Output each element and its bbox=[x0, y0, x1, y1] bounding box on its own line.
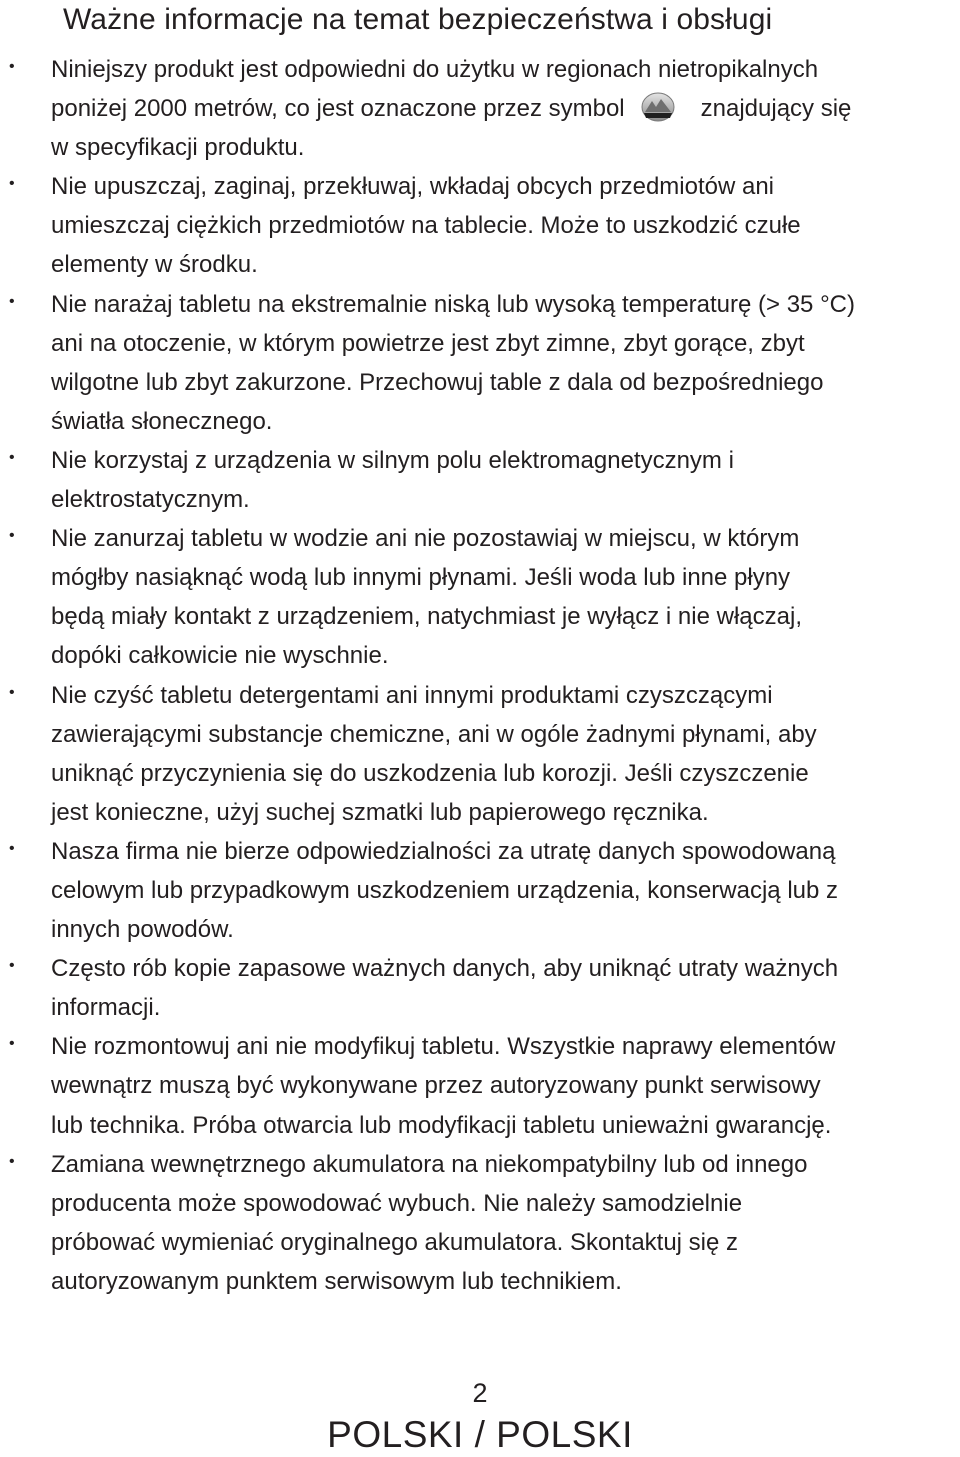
text-line: jest konieczne, użyj suchej szmatki lub papierowego ręcznika. bbox=[51, 798, 709, 826]
text-line: autoryzowanym punktem serwisowym lub technikiem. bbox=[51, 1267, 622, 1295]
text-line: Zamiana wewnętrznego akumulatora na niekompatybilny lub od innego bbox=[51, 1150, 808, 1178]
text-line: innych powodów. bbox=[51, 916, 234, 944]
list-item bbox=[0, 832, 960, 949]
list-item bbox=[0, 441, 960, 519]
text-line: wewnątrz muszą być wykonywane przez autoryzowany punkt serwisowy bbox=[51, 1072, 821, 1100]
list-item bbox=[0, 167, 960, 284]
bullet: • bbox=[9, 683, 15, 701]
list-item bbox=[0, 676, 960, 832]
text-line: Nie korzystaj z urządzenia w silnym polu elektromagnetycznym i bbox=[51, 446, 734, 474]
item-text bbox=[51, 1027, 956, 1144]
safety-list bbox=[0, 50, 960, 1301]
text-line: poniżej 2000 metrów, co jest oznaczone przez symbol bbox=[51, 95, 625, 123]
bullet: • bbox=[9, 1035, 15, 1053]
item-text bbox=[51, 1145, 956, 1301]
text-line: światła słonecznego. bbox=[51, 407, 273, 435]
text-line: uniknąć przyczynienia się do uszkodzenia lub korozji. Jeśli czyszczenie bbox=[51, 759, 809, 787]
altitude-climate-symbol-icon-graphic bbox=[641, 92, 675, 122]
language-footer: POLSKI / POLSKI bbox=[327, 1414, 633, 1455]
text-line: Nie rozmontowuj ani nie modyfikuj tabletu. Wszystkie naprawy elementów bbox=[51, 1033, 836, 1061]
text-line: ani na otoczenie, w którym powietrze jest zbyt zimne, zbyt gorące, zbyt bbox=[51, 329, 805, 357]
list-item bbox=[0, 1027, 960, 1144]
list-item bbox=[0, 50, 960, 167]
text-line: w specyfikacji produktu. bbox=[51, 134, 305, 162]
page-number: 2 bbox=[472, 1378, 488, 1408]
text-line: informacji. bbox=[51, 994, 161, 1022]
bullet: • bbox=[9, 957, 15, 975]
item-text bbox=[51, 676, 956, 832]
text-line: Niniejszy produkt jest odpowiedni do użytku w regionach nietropikalnych bbox=[51, 56, 819, 83]
altitude-climate-symbol-icon bbox=[641, 92, 675, 122]
text-line: zawierającymi substancje chemiczne, ani w ogóle żadnymi płynami, aby bbox=[51, 720, 817, 748]
bullet: • bbox=[9, 448, 15, 466]
text-line: Nie upuszczaj, zaginaj, przekłuwaj, wkładaj obcych przedmiotów ani bbox=[51, 173, 775, 201]
text-line: Często rób kopie zapasowe ważnych danych, aby uniknąć utraty ważnych bbox=[51, 955, 839, 983]
item-text bbox=[51, 949, 956, 1027]
text-line: mógłby nasiąknąć wodą lub innymi płynami. Jeśli woda lub inne płyny bbox=[51, 564, 791, 592]
item-text bbox=[51, 519, 956, 675]
text-line: elektrostatycznym. bbox=[51, 486, 250, 514]
text-line: Nie czyść tabletu detergentami ani innymi produktami czyszczącymi bbox=[51, 681, 773, 709]
text-line: lub technika. Próba otwarcia lub modyfikacji tabletu unieważni gwarancję. bbox=[51, 1111, 832, 1139]
text-line-with-symbol bbox=[51, 89, 956, 128]
text-line: Nie zanurzaj tabletu w wodzie ani nie pozostawiaj w miejscu, w którym bbox=[51, 525, 800, 553]
text-line-tail: znajdujący się bbox=[700, 95, 852, 123]
text-line: dopóki całkowicie nie wyschnie. bbox=[51, 642, 389, 670]
list-item bbox=[0, 1145, 960, 1301]
bullet: • bbox=[9, 175, 15, 193]
item-text bbox=[51, 832, 956, 949]
bullet: • bbox=[9, 1152, 15, 1170]
item-text bbox=[51, 285, 956, 441]
list-item bbox=[0, 285, 960, 441]
list-item bbox=[0, 949, 960, 1027]
item-text bbox=[51, 441, 956, 519]
text-line: celowym lub przypadkowym uszkodzeniem urządzenia, konserwacją lub z bbox=[51, 876, 839, 904]
text-line: elementy w środku. bbox=[51, 251, 258, 279]
item-text bbox=[51, 50, 956, 167]
text-line: wilgotne lub zbyt zakurzone. Przechowuj table z dala od bezpośredniego bbox=[51, 368, 824, 396]
bullet: • bbox=[9, 527, 15, 545]
bullet: • bbox=[9, 839, 15, 857]
list-item bbox=[0, 519, 960, 675]
text-line: producenta może spowodować wybuch. Nie należy samodzielnie bbox=[51, 1189, 743, 1217]
text-line: będą miały kontakt z urządzeniem, natychmiast je wyłącz i nie włączaj, bbox=[51, 603, 802, 631]
text-line: umieszczaj ciężkich przedmiotów na tablecie. Może to uszkodzić czułe bbox=[51, 212, 801, 240]
page-title: Ważne informacje na temat bezpieczeństwa i obsługi bbox=[63, 3, 773, 36]
item-text bbox=[51, 167, 956, 284]
text-line: Nie narażaj tabletu na ekstremalnie niską lub wysoką temperaturę (> 35 °C) bbox=[51, 290, 855, 318]
bullet: • bbox=[9, 292, 15, 310]
bullet: • bbox=[9, 58, 15, 75]
text-line: próbować wymieniać oryginalnego akumulatora. Skontaktuj się z bbox=[51, 1228, 739, 1256]
text-line: Nasza firma nie bierze odpowiedzialności za utratę danych spowodowaną bbox=[51, 837, 836, 865]
